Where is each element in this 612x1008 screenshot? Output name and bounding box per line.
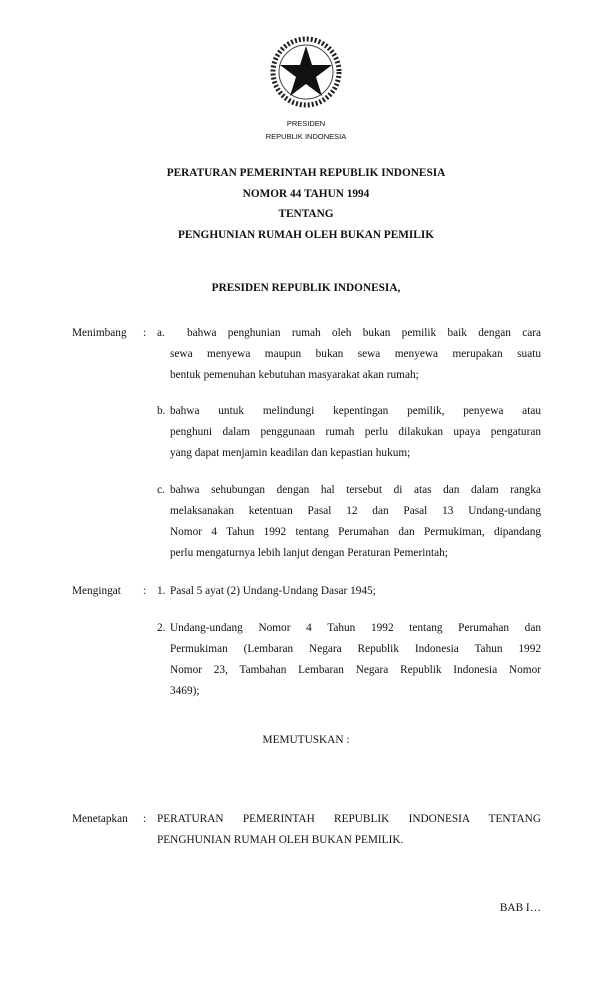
item-1-line: Pasal 5 ayat (2) Undang-Undang Dasar 1945;: [170, 585, 376, 597]
item-a-marker: a.: [157, 327, 165, 339]
mengingat-label: Mengingat: [72, 585, 121, 597]
item-2-line: Nomor 23, Tambahan Lembaran Negara Republik Indonesia Nomor: [170, 664, 541, 676]
menetapkan-label: Menetapkan: [72, 813, 128, 825]
item-b-line: yang dapat menjamin keadilan dan kepastian hukum;: [170, 447, 411, 459]
menimbang-colon: :: [143, 327, 147, 339]
item-2-line: Undang-undang Nomor 4 Tahun 1992 tentang Perumahan dan: [170, 622, 541, 634]
memutuskan-heading: MEMUTUSKAN :: [262, 734, 350, 746]
item-b-line: penghuni dalam penggunaan rumah perlu dilakukan upaya pengaturan: [170, 426, 541, 438]
item-c-line: perlu mengaturnya lebih lanjut dengan Peraturan Pemerintah;: [170, 547, 448, 559]
item-a-line: bentuk pemenuhan kebutuhan masyarakat akan rumah;: [170, 369, 419, 381]
item-c-line: Nomor 4 Tahun 1992 tentang Perumahan dan Permukiman, dipandang: [170, 526, 541, 538]
item-2-line: Permukiman (Lembaran Negara Republik Indonesia Tahun 1992: [170, 643, 541, 655]
menetapkan-line: PERATURAN PEMERINTAH REPUBLIK INDONESIA TENTANG: [157, 813, 541, 825]
title-line2: NOMOR 44 TAHUN 1994: [242, 188, 370, 200]
item-1-marker: 1.: [157, 585, 166, 597]
letterhead-line1: PRESIDEN: [286, 119, 326, 128]
item-a-line: bahwa penghunian rumah oleh bukan pemilik baik dengan cara: [187, 327, 541, 339]
item-c-line: melaksanakan ketentuan Pasal 12 dan Pasal 13 Undang-undang: [170, 505, 541, 517]
item-b-line: bahwa untuk melindungi kepentingan pemilik, penyewa atau: [170, 405, 541, 417]
letterhead-line2: REPUBLIK INDONESIA: [265, 132, 347, 141]
next-page-marker: BAB I…: [499, 902, 541, 914]
menetapkan-colon: :: [143, 813, 147, 825]
item-a-line: sewa menyewa maupun bukan sewa menyewa merupakan suatu: [170, 348, 541, 360]
menimbang-label: Menimbang: [72, 327, 127, 339]
issuer: PRESIDEN REPUBLIK INDONESIA,: [211, 282, 401, 294]
title-line3: TENTANG: [278, 208, 334, 220]
item-2-marker: 2.: [157, 622, 166, 634]
title-line4: PENGHUNIAN RUMAH OLEH BUKAN PEMILIK: [177, 229, 435, 241]
item-c-marker: c.: [157, 484, 165, 496]
garuda-seal-icon: [266, 32, 346, 112]
item-b-marker: b.: [157, 405, 166, 417]
item-2-line: 3469);: [170, 685, 200, 697]
mengingat-colon: :: [143, 585, 147, 597]
menetapkan-line: PENGHUNIAN RUMAH OLEH BUKAN PEMILIK.: [157, 834, 404, 846]
item-c-line: bahwa sehubungan dengan hal tersebut di atas dan dalam rangka: [170, 484, 541, 496]
title-line1: PERATURAN PEMERINTAH REPUBLIK INDONESIA: [166, 167, 446, 179]
